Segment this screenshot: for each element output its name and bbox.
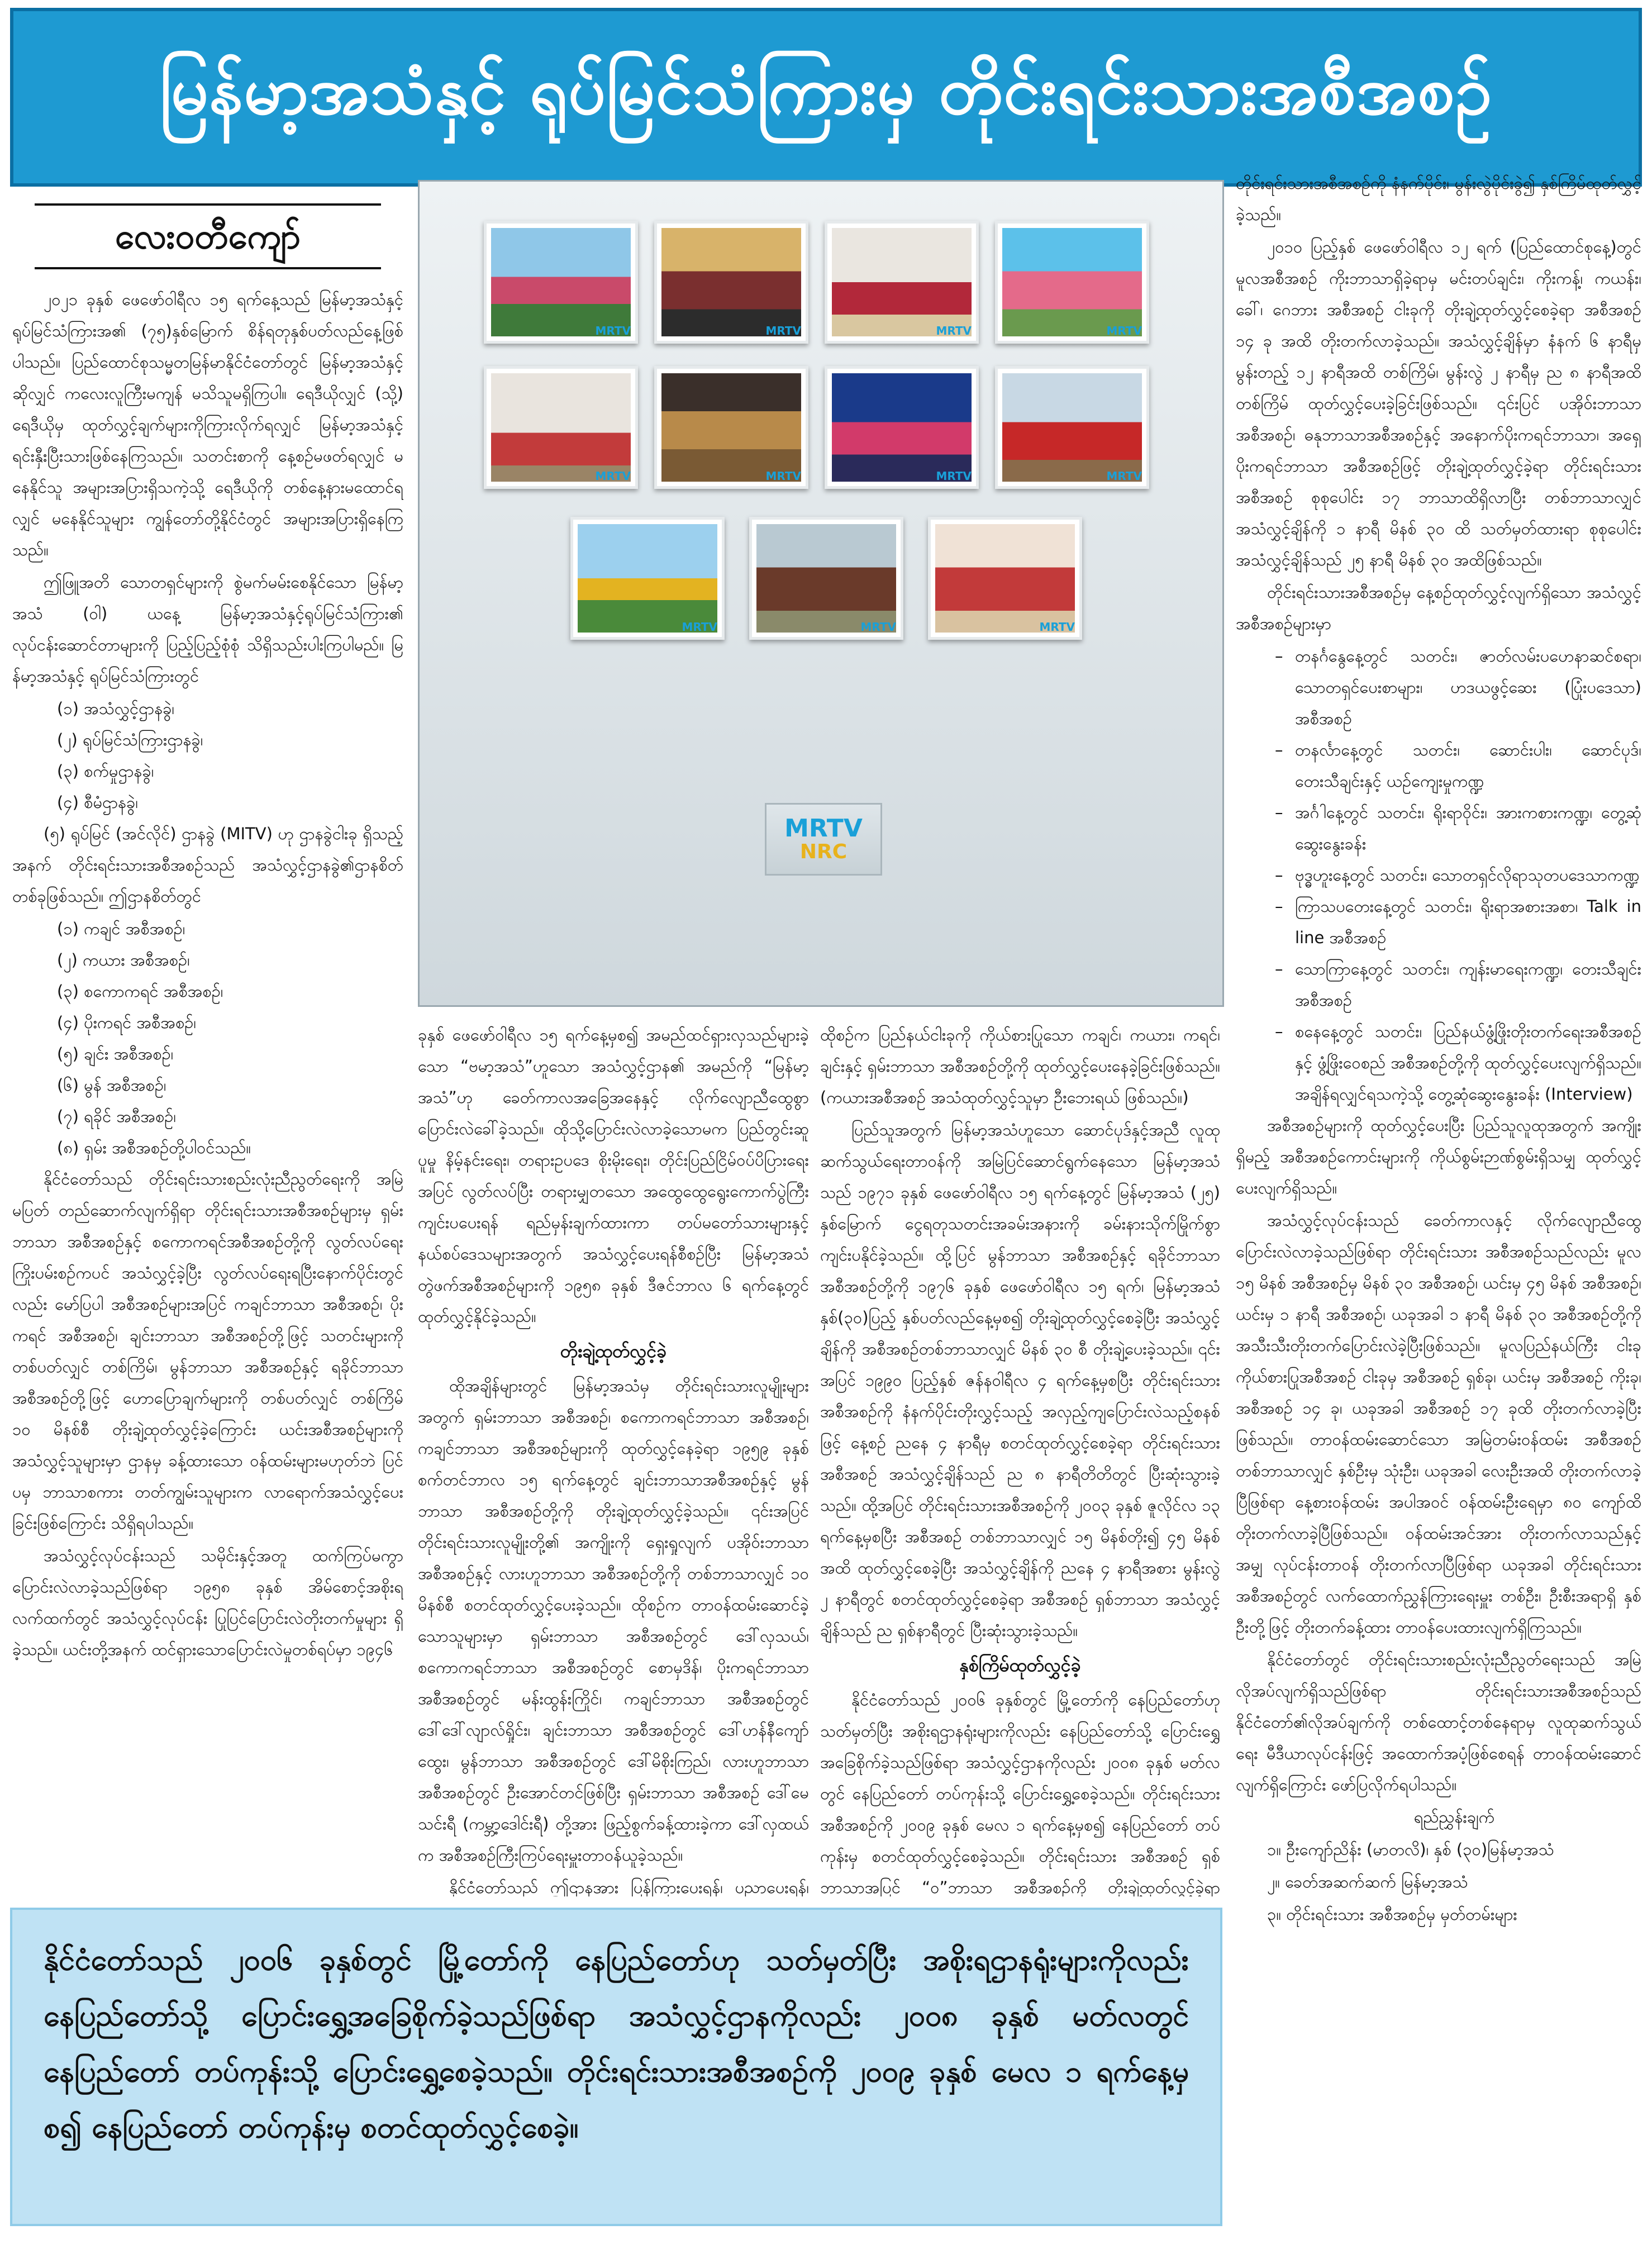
list-item: (၄) စီမံဌာနခွဲ၊ [57,793,138,812]
list-item: – ဗုဒ္ဓဟူးနေ့တွင် သတင်း၊ သောတရှင်လိုရာသုတပဒေသာကဏ္ဍ [1275,859,1641,891]
section-heading: နှစ်ကြိမ်ထုတ်လွှင့်ခဲ့ [959,1655,1081,1676]
article-title-banner [10,8,1642,187]
mrtv-watermark: MRTV [1039,620,1075,634]
dance-photo-thumbnail [995,366,1149,489]
paragraph: နိုင်ငံတော်တွင် တိုင်းရင်းသားစည်းလုံးညီညွတ်ရေးသည် အမြဲလိုအပ်လျက်ရှိသည်ဖြစ်ရာ တိုင်းရင်းသားအစီအစဉ်သည် နိုင်ငံတော်၏လိုအပ်ချက်ကို တစ်ထောင့်တစ်နေရာမှ လူထုဆက်သွယ်ရေး မီဒီယာလုပ်ငန်းဖြင့် အထောက်အပံ့ဖြစ်စေရန် တာဝန်ထမ်းဆောင်လျက်ရှိကြောင်း ဖော်ပြလိုက်ရပါသည်။ [1236,1650,1641,1794]
mrtv-watermark: MRTV [1106,324,1142,337]
list-item: (၁) အသံလွှင့်ဌာနခွဲ၊ [57,699,175,718]
list-item: – အင်္ဂါနေ့တွင် သတင်း၊ ရိုးရာဝိုင်း၊ အားကစားကဏ္ဍ၊ တွေ့ဆုံဆွေးနွေးခန်း [1275,797,1641,859]
paragraph: နိုင်ငံတော်သည် ၂၀၀၆ ခုနှစ်တွင် မြို့တော်ကို နေပြည်တော်ဟု သတ်မှတ်ပြီး အစိုးရဌာနရုံးများကိုလည်း နေပြည်တော်သို့ ပြောင်းရွှေ့အခြေစိုက်ခဲ့သည်ဖြစ်ရာ အသံလွှင့်ဌာနကိုလည်း ၂၀၀၈ ခုနှစ် မတ်လတွင် နေပြည်တော် တပ်ကုန်းသို့ ပြောင်းရွှေ့စေခဲ့သည်။ တိုင်းရင်းသား အစီအစဉ်ကို ၂၀၀၉ ခုနှစ် မေလ ၁ ရက်နေ့မှစ၍ နေပြည်တော် တပ်ကုန်းမှ စတင်ထုတ်လွှင့်စေခဲ့သည်။ တိုင်းရင်းသား အစီအစဉ် ရှစ်ဘာသာအပြင် “ဝ”ဘာသာ အစီအစဉ်ကို တိုးချဲ့ထုတ်လွှင့်ခဲ့ရာ [820,1690,1220,1896]
paragraph: တိုင်းရင်းသားအစီအစဉ်မှ နေ့စဉ်ထုတ်လွှင့်လျက်ရှိသော အသံလွှင့်အစီအစဉ်များမှာ [1236,583,1641,633]
section-heading: တိုးချဲ့ထုတ်လွှင့်ခဲ့ [560,1340,667,1362]
list-item: (၆) မွန် အစီအစဉ်၊ [57,1076,166,1095]
pull-quote-box: နိုင်ငံတော်သည် ၂၀၀၆ ခုနှစ်တွင် မြို့တော်ကို နေပြည်တော်ဟု သတ်မှတ်ပြီး အစိုးရဌာနရုံးများကိုလည်း နေပြည်တော်သို့ ပြောင်းရွှေ့အခြေစိုက်ခဲ့သည်ဖြစ်ရာ အသံလွှင့်ဌာနကိုလည်း ၂၀၀၈ ခုနှစ် မတ်လတွင် နေပြည်တော် တပ်ကုန်းသို့ ပြောင်းရွှေ့စေခဲ့သည်။ တိုင်းရင်းသားအစီအစဉ်ကို ၂၀၀၉ ခုနှစ် မေလ ၁ ရက်နေ့မှစ၍ နေပြည်တော် တပ်ကုန်းမှ စတင်ထုတ်လွှင့်စေခဲ့။ [10,1908,1222,2226]
column-3 [820,1019,1220,1896]
list-item: (၃) စက်မှုဌာနခွဲ၊ [57,762,154,781]
column-4 [1236,168,1641,2213]
dance-photo-thumbnail [825,366,979,489]
pagoda-photo-thumbnail [570,517,725,640]
paragraph: ထိုစဉ်က ပြည်နယ်ငါးခုကို ကိုယ်စားပြုသော ကချင်၊ ကယား၊ ကရင်၊ ချင်းနှင့် ရှမ်းဘာသာ အစီအစဉ်တို့ကို ထုတ်လွှင့်ပေးနေခဲ့ခြင်းဖြစ်သည်။ (ကယားအစီအစဉ် အသံထုတ်လွှင့်သူမှာ ဦးဘေးရယ် ဖြစ်သည်။) [820,1025,1220,1107]
mrtv-watermark: MRTV [860,620,896,634]
paragraph: ခုနှစ် ဖေဖော်ဝါရီလ ၁၅ ရက်နေ့မှစ၍ အမည်ထင်ရှားလှသည်များခဲ့သော “ဗမာ့အသံ”ဟူသော အသံလွှင့်ဌာန၏ အမည်ကို “မြန်မာ့အသံ”ဟု ခေတ်ကာလအခြေအနေနှင့် လိုက်လျောညီထွေစွာ ပြောင်းလဲခေါ်ခဲ့သည်။ ထိုသို့ပြောင်းလဲလာခဲ့သောမက ပြည်တွင်းဆူပူမှု နိမ့်နင်းရေး၊ တရားဥပဒေ စိုးမိုးရေး၊ တိုင်းပြည်ငြိမ်ဝပ်ပိပြားရေးအပြင် လွတ်လပ်ပြီး တရားမျှတသော အထွေထွေရွေးကောက်ပွဲကြီးကျင်းပပေးရန် ရည်မှန်းချက်ထားကာ တပ်မတော်သားများနှင့် နယ်စပ်ဒေသများအတွက် အသံလွှင့်ပေးရန်စီစဉ်ပြီး မြန်မာ့အသံ တွဲဖက်အစီအစဉ်များကို ၁၉၅၈ ခုနှစ် ဒီဇင်ဘာလ ၆ ရက်နေ့တွင် ထုတ်လွှင့်နိုင်ခဲ့သည်။ [418,1025,809,1326]
dance-photo-thumbnail [825,221,979,344]
tv-photo-collage [418,180,1224,1007]
paragraph: အသံလွှင့်လုပ်ငန်းသည် သမိုင်းနှင့်အတူ ထက်ကြပ်မကွာ ပြောင်းလဲလာခဲ့သည်ဖြစ်ရာ ၁၉၅၈ ခုနှစ် အိမ်စောင့်အစိုးရလက်ထက်တွင် အသံလွှင့်လုပ်ငန်း ပြုပြင်ပြောင်းလဲတိုးတက်မှုများ ရှိခဲ့သည်။ ယင်းတို့အနက် ထင်ရှားသောပြောင်းလဲမှုတစ်ရပ်မှာ ၁၉၄၆ [12,1546,403,1659]
list-item: (၂) ရုပ်မြင်သံကြားဌာနခွဲ၊ [57,730,203,749]
column-2 [418,1019,809,1896]
dance-photo-thumbnail [484,366,638,489]
list-item: (၄) ပိုးကရင် အစီအစဉ်၊ [57,1013,196,1032]
list-item: – ကြာသပတေးနေ့တွင် သတင်း၊ ရိုးရာအစားအစာ၊ Talk in line အစီအစဉ် [1275,891,1641,953]
mrtv-watermark: MRTV [595,469,631,483]
dance-photo-thumbnail [749,517,903,640]
paragraph: ၂၀၁၀ ပြည့်နှစ် ဖေဖော်ဝါရီလ ၁၂ ရက် (ပြည်ထောင်စုနေ့)တွင် မူလအစီအစဉ် ကိုးဘာသာရှိခဲ့ရာမှ မင်းတပ်ချင်း၊ ကိုးကန့်၊ ကယန်း၊ ခေါ်၊ ဂေဘား အစီအစဉ် ငါးခုကို တိုးချဲ့ထုတ်လွှင့်စေခဲ့ရာ အစီအစဉ် ၁၄ ခု အထိ တိုးတက်လာခဲ့သည်။ အသံလွှင့်ချိန်မှာ နံနက် ၆ နာရီမှ မွန်းတည့် ၁၂ နာရီအထိ တစ်ကြိမ်၊ မွန်းလွဲ ၂ နာရီမှ ည ၈ နာရီအထိ တစ်ကြိမ် ထုတ်လွှင့်ပေးခဲ့ခြင်းဖြစ်သည်။ ၎င်းပြင် ပအိုဝ်းဘာသာအစီအစဉ်၊ ဓနုဘာသာအစီအစဉ်နှင့် အနောက်ပိုးကရင်ဘာသာ၊ အရှေ့ပိုးကရင်ဘာသာ အစီအစဉ်ဖြင့် တိုးချဲ့ထုတ်လွှင့်ခဲ့ရာ တိုင်းရင်းသားအစီအစဉ် စုစုပေါင်း ၁၇ ဘာသာထိရှိလာပြီး တစ်ဘာသာလျှင် အသံလွှင့်ချိန်ကို ၁ နာရီ မိနစ် ၃၀ ထိ သတ်မှတ်ထားရာ စုစုပေါင်း အသံလွှင့်ချိန်သည် ၂၅ နာရီ မိနစ် ၃၀ အထိဖြစ်သည်။ [1236,237,1641,569]
dance-photo-thumbnail [654,221,808,344]
reference-item: ၂။ ခေတ်အဆက်ဆက် မြန်မာ့အသံ [1267,1872,1468,1891]
mrtv-watermark: MRTV [765,469,801,483]
mrtv-watermark: MRTV [765,324,801,337]
daily-program-list [1236,640,1641,1110]
column-1 [12,198,403,1896]
paragraph: ထိုအချိန်များတွင် မြန်မာ့အသံမှ တိုင်းရင်းသားလူမျိုးများအတွက် ရှမ်းဘာသာ အစီအစဉ်၊ စကောကရင်ဘာသာ အစီအစဉ်၊ ကချင်ဘာသာ အစီအစဉ်များကို ထုတ်လွှင့်နေခဲ့ရာ ၁၉၅၉ ခုနှစ် စက်တင်ဘာလ ၁၅ ရက်နေ့တွင် ချင်းဘာသာအစီအစဉ်နှင့် မွန်ဘာသာ အစီအစဉ်တို့ကို တိုးချဲ့ထုတ်လွှင့်ခဲ့သည်။ ၎င်းအပြင် တိုင်းရင်းသားလူမျိုးတို့၏ အကျိုးကို ရှေးရှုလျက် ပအိုဝ်းဘာသာ အစီအစဉ်နှင့် လားဟူဘာသာ အစီအစဉ်တို့ကို တစ်ဘာသာလျှင် ၁၀ မိနစ်စီ စတင်ထုတ်လွှင့်ပေးခဲ့သည်။ ထိုစဉ်က တာဝန်ထမ်းဆောင်ခဲ့သောသူများမှာ ရှမ်းဘာသာ အစီအစဉ်တွင် ဒေါ်လှသယ်၊ စကောကရင်ဘာသာ အစီအစဉ်တွင် စောမှဒိန်၊ ပိုးကရင်ဘာသာ အစီအစဉ်တွင် မန်းထွန်းကြိုင်၊ ကချင်ဘာသာ အစီအစဉ်တွင် ဒေါ်ဒေါ်လျာလ်ရှိုင်း၊ ချင်းဘာသာ အစီအစဉ်တွင် ဒေါ်ဟန်နီကျော်ထွေး၊ မွန်ဘာသာ အစီအစဉ်တွင် ဒေါ်မိစိုးကြည်၊ လားဟူဘာသာ အစီအစဉ်တွင် ဦးအောင်တင်ဖြစ်ပြီး ရှမ်းဘာသာ အစီအစဉ် ဒေါ်မေသင်းရီ (ကမ္ဘာ့ဒေါင်းရီ) တို့အား ဖြည့်စွက်ခန့်ထားခဲ့ကာ ဒေါ်လှထယ်က အစီအစဉ်ကြီးကြပ်ရေးမှူးတာဝန်ယူခဲ့သည်။ [418,1376,809,1865]
article-title: မြန်မာ့အသံနှင့် ရုပ်မြင်သံကြားမှ တိုင်းရင်းသားအစီအစဉ် [159,52,1493,129]
paragraph: (၅) ရုပ်မြင် (အင်လိုင်) ဌာနခွဲ (MITV) ဟု ဌာနခွဲငါးခု ရှိသည့်အနက် တိုင်းရင်းသားအစီအစဉ်သည် အသံလွှင့်ဌာနခွဲ၏ဌာနစိတ်တစ်ခုဖြစ်သည်။ ဤဌာနစိတ်တွင် [12,824,403,906]
mrtv-watermark: MRTV [1106,469,1142,483]
list-item: (၂) ကယား အစီအစဉ်၊ [57,950,190,969]
paragraph: နိုင်ငံတော်သည် တိုင်းရင်းသားစည်းလုံးညီညွတ်ရေးကို အမြဲမပြတ် တည်ဆောက်လျက်ရှိရာ တိုင်းရင်းသားအစီအစဉ်များမှ ရှမ်းဘာသာ အစီအစဉ်နှင့် စကောကရင်အစီအစဉ်တို့ကို လွတ်လပ်ရေးကြိုးပမ်းစဉ်ကပင် အသံလွှင့်ခဲ့ပြီး လွတ်လပ်ရေးရပြီးနောက်ပိုင်းတွင်လည်း မော်ပြပါ အစီအစဉ်များအပြင် ကချင်ဘာသာ အစီအစဉ်၊ ပိုးကရင် အစီအစဉ်၊ ချင်းဘာသာ အစီအစဉ်တို့ဖြင့် သတင်းများကို တစ်ပတ်လျှင် တစ်ကြိမ်၊ မွန်ဘာသာ အစီအစဉ်နှင့် ရခိုင်ဘာသာ အစီအစဉ်တို့ဖြင့် ဟောပြောချက်များကို တစ်ပတ်လျှင် တစ်ကြိမ် ၁၀ မိနစ်စီ တိုးချဲ့ထုတ်လွှင့်ခဲ့ကြောင်း ယင်းအစီအစဉ်များကို အသံလွှင့်သူများမှာ ဌာနမှ ခန့်ထားသော ဝန်ထမ်းများမဟုတ်ဘဲ ပြင်ပမှ ဘာသာစကား တတ်ကျွမ်းသူများက လာရောက်အသံလွှင့်ပေးခြင်းဖြစ်ကြောင်း သိရှိရပါသည်။ [12,1169,403,1533]
list-item: (၇) ရခိုင် အစီအစဉ်၊ [57,1107,176,1126]
paragraph: အသံလွှင့်လုပ်ငန်းသည် ခေတ်ကာလနှင့် လိုက်လျောညီထွေ ပြောင်းလဲလာခဲ့သည်ဖြစ်ရာ တိုင်းရင်းသား အစီအစဉ်သည်လည်း မူလ ၁၅ မိနစ် အစီအစဉ်မှ မိနစ် ၃၀ အစီအစဉ်၊ ယင်းမှ ၄၅ မိနစ် အစီအစဉ်၊ ယင်းမှ ၁ နာရီ အစီအစဉ်၊ ယခုအခါ ၁ နာရီ မိနစ် ၃၀ အစီအစဉ်တို့ကို အသီးသီးတိုးတက်ပြောင်းလဲခဲ့ပြီးဖြစ်သည်။ မူလပြည်နယ်ကြီး ငါးခု ကိုယ်စားပြုအစီအစဉ် ငါးခုမှ အစီအစဉ် ရှစ်ခု၊ ယင်းမှ အစီအစဉ် ကိုးခု၊ အစီအစဉ် ၁၄ ခု၊ ယခုအခါ အစီအစဉ် ၁၇ ခုထိ တိုးတက်လာခဲ့ပြီးဖြစ်သည်။ တာဝန်ထမ်းဆောင်သော အမြဲတမ်းဝန်ထမ်း အစီအစဉ်တစ်ဘာသာလျှင် နှစ်ဦးမှ သုံးဦး၊ ယခုအခါ လေးဦးအထိ တိုးတက်လာခဲ့ပြီဖြစ်ရာ နေ့စားဝန်ထမ်း အပါအဝင် ဝန်ထမ်းဦးရေမှာ ၈၀ ကျော်ထိ တိုးတက်လာခဲ့ပြီဖြစ်သည်။ ဝန်ထမ်းအင်အား တိုးတက်လာသည်နှင့်အမျှ လုပ်ငန်းတာဝန် တိုးတက်လာပြီဖြစ်ရာ ယခုအခါ တိုင်းရင်းသား အစီအစဉ်တွင် လက်ထောက်ညွှန်ကြားရေးမှူး တစ်ဦး၊ ဦးစီးအရာရှိ နှစ်ဦးတို့ဖြင့် တိုးတက်ခန့်ထား တာဝန်ပေးထားလျက်ရှိကြသည်။ [1236,1211,1641,1637]
list-item: (၃) စကောကရင် အစီအစဉ်၊ [57,982,223,1001]
mrtv-watermark: MRTV [595,324,631,337]
list-item: (၅) ချင်း အစီအစဉ်၊ [57,1044,174,1063]
list-item: – တနင်္ဂနွေနေ့တွင် သတင်း၊ ဇာတ်လမ်းပဟေနာဆင်စရာ၊ သောတရှင်ပေးစာများ၊ ဟဒယဖွင့်ဆေး (ပြုံးပဒေသာ) အစီအစဉ် [1275,640,1641,734]
dance-photo-thumbnail [995,221,1149,344]
list-item: – သောကြာနေ့တွင် သတင်း၊ ကျန်းမာရေးကဏ္ဍ၊ တေးသီချင်း အစီအစဉ် [1275,953,1641,1016]
unit-list [12,693,403,818]
reference-item: ၁။ ဦးကျော်ညိန်း (မာတလိ)၊ နှစ် (၃၀)မြန်မာ့အသံ [1267,1840,1554,1859]
paragraph: ပြည်သူအတွက် မြန်မာ့အသံဟူသော ဆောင်ပုဒ်နှင့်အညီ လူထုဆက်သွယ်ရေးတာဝန်ကို အမြဲပြင်ဆောင်ရွက်နေသော မြန်မာ့အသံသည် ၁၉၇၁ ခုနှစ် ဖေဖော်ဝါရီလ ၁၅ ရက်နေ့တွင် မြန်မာ့အသံ (၂၅) နှစ်မြောက် ငွေရတုသတင်းအခမ်းအနားကို ခမ်းနားသိုက်မြိုက်စွာ ကျင်းပနိုင်ခဲ့သည်။ ထို့ပြင် မွန်ဘာသာ အစီအစဉ်နှင့် ရခိုင်ဘာသာ အစီအစဉ်တို့ကို ၁၉၇၆ ခုနှစ် ဖေဖော်ဝါရီလ ၁၅ ရက်၊ မြန်မာ့အသံ နှစ်(၃၀)ပြည့် နှစ်ပတ်လည်နေ့မှစ၍ တိုးချဲ့ထုတ်လွှင့်စေခဲ့ပြီး အသံလွှင့်ချိန်ကို အစီအစဉ်တစ်ဘာသာလျှင် မိနစ် ၃၀ စီ တိုးချဲ့ပေးခဲ့သည်။ ၎င်းအပြင် ၁၉၉၀ ပြည့်နှစ် ဇန်နဝါရီလ ၄ ရက်နေ့မှစပြီး တိုင်းရင်းသားအစီအစဉ်ကို နံနက်ပိုင်းတိုးလွှင့်သည့် အလှည့်ကျပြောင်းလဲသည့်စနစ်ဖြင့် နေ့စဉ် ညနေ ၄ နာရီမှ စတင်ထုတ်လွှင့်စေခဲ့ရာ တိုင်းရင်းသား အစီအစဉ် အသံလွှင့်ချိန်သည် ည ၈ နာရီတိတိတွင် ပြီးဆုံးသွားခဲ့သည်။ ထို့အပြင် တိုင်းရင်းသားအစီအစဉ်ကို ၂၀၀၃ ခုနှစ် ဇူလိုင်လ ၁၃ ရက်နေ့မှစပြီး အစီအစဉ် တစ်ဘာသာလျှင် ၁၅ မိနစ်တိုး၍ ၄၅ မိနစ်အထိ ထုတ်လွှင့်စေခဲ့ပြီး အသံလွှင့်ချိန်ကို ညနေ ၄ နာရီအစား မွန်းလွဲ ၂ နာရီတွင် စတင်ထုတ်လွှင့်စေခဲ့ရာ အစီအစဉ် ရှစ်ဘာသာ အသံလွှင့်ချိန်သည် ည ရှစ်နာရီတွင် ပြီးဆုံးသွားခဲ့သည်။ [820,1120,1220,1640]
reference-item: ၃။ တိုင်းရင်းသား အစီအစဉ်မှ မှတ်တမ်းများ [1267,1905,1517,1924]
mrtv-watermark: MRTV [936,469,972,483]
dance-photo-thumbnail [928,517,1082,640]
mrtv-watermark: MRTV [682,620,717,634]
mrtv-nrc-logo [765,803,882,876]
dance-photo-thumbnail [654,366,808,489]
mrtv-logo-text: MRTV [784,814,863,843]
paragraph: အစီအစဉ်များကို ထုတ်လွှင့်ပေးပြီး ပြည်သူလူထုအတွက် အကျိုးရှိမည့် အစီအစဉ်ကောင်းများကို ကိုယ်စွမ်းဉာဏ်စွမ်းရှိသမျှ ထုတ်လွှင့်ပေးလျက်ရှိသည်။ [1236,1116,1641,1197]
list-item: – စနေနေ့တွင် သတင်း၊ ပြည်နယ်ဖွံ့ဖြိုးတိုးတက်ရေးအစီအစဉ်နှင့် ဖွံ့ဖြိုးဝေစည် အစီအစဉ်တို့ကို ထုတ်လွှင့်ပေးလျက်ရှိသည်။ အချိန်ရလျှင်ရသကဲ့သို့ တွေ့ဆုံဆွေးနွေးခန်း (Interview) [1275,1016,1641,1110]
list-item: (၈) ရှမ်း အစီအစဉ်တို့ပါဝင်သည်။ [57,1138,251,1157]
nrc-logo-text: NRC [799,840,848,863]
author-byline: လေးဝတီကျော် [35,203,381,269]
list-item: (၁) ကချင် အစီအစဉ်၊ [57,919,185,938]
references-title: ရည်ညွှန်းချက် [1413,1808,1495,1827]
dance-photo-thumbnail [484,221,638,344]
program-list [12,913,403,1163]
paragraph: နိုင်ငံတော်သည် ဤဌာနအား ပြန်ကြားပေးရန်၊ ပညာပေးရန်၊ [449,1878,809,1896]
mrtv-watermark: MRTV [936,324,972,337]
list-item: – တနင်္လာနေ့တွင် သတင်း၊ ဆောင်းပါး၊ ဆောင်ပုဒ်၊ တေးသီချင်းနှင့် ယဉ်ကျေးမှုကဏ္ဍ [1275,734,1641,797]
paragraph: တိုင်းရင်းသားအစီအစဉ်ကို နံနက်ပိုင်း၊ မွန်းလွဲပိုင်းခွဲ၍ နှစ်ကြိမ်ထုတ်လွှင့်ခဲ့သည်။ [1236,174,1641,224]
paragraph: ဤဖြူအတိ သောတရှင်များကို စွဲမက်မမ်းစေနိုင်သော မြန်မာ့အသံ (ဝါ) ယနေ့ မြန်မာ့အသံနှင့်ရုပ်မြင်သံကြား၏ လုပ်ငန်းဆောင်တာများကို ပြည့်ပြည့်စုံစုံ သိရှိသည်းပါးကြပါမည်။ မြန်မာ့အသံနှင့် ရုပ်မြင်သံကြားတွင် [12,573,403,686]
paragraph: ၂၀၂၁ ခုနှစ် ဖေဖော်ဝါရီလ ၁၅ ရက်နေ့သည် မြန်မာ့အသံနှင့် ရုပ်မြင်သံကြားအ၏ (၇၅)နှစ်မြောက် စိန်ရတုနှစ်ပတ်လည်နေ့ဖြစ်ပါသည်။ ပြည်ထောင်စုသမ္မတမြန်မာနိုင်ငံတော်တွင် မြန်မာ့အသံနှင့်ဆိုလျှင် ကလေးလူကြီးမကျန် မသိသူမရှိကြပါ။ ရေဒီယိုလျှင် (သို့) ရေဒီယိုမှ ထုတ်လွှင့်ချက်များကိုကြားလိုက်ရလျှင် မြန်မာ့အသံနှင့် ရင်းနှီးပြီးသားဖြစ်နေကြသည်။ သတင်းစာကို နေ့စဉ်မဖတ်ရလျှင် မနေနိုင်သူ အများအပြားရှိသကဲ့သို့ ရေဒီယိုကို တစ်နေ့နားမထောင်ရလျှင် မနေနိုင်သူများ ကျွန်တော်တို့နိုင်ငံတွင် အများအပြားရှိနေကြသည်။ [12,290,403,559]
